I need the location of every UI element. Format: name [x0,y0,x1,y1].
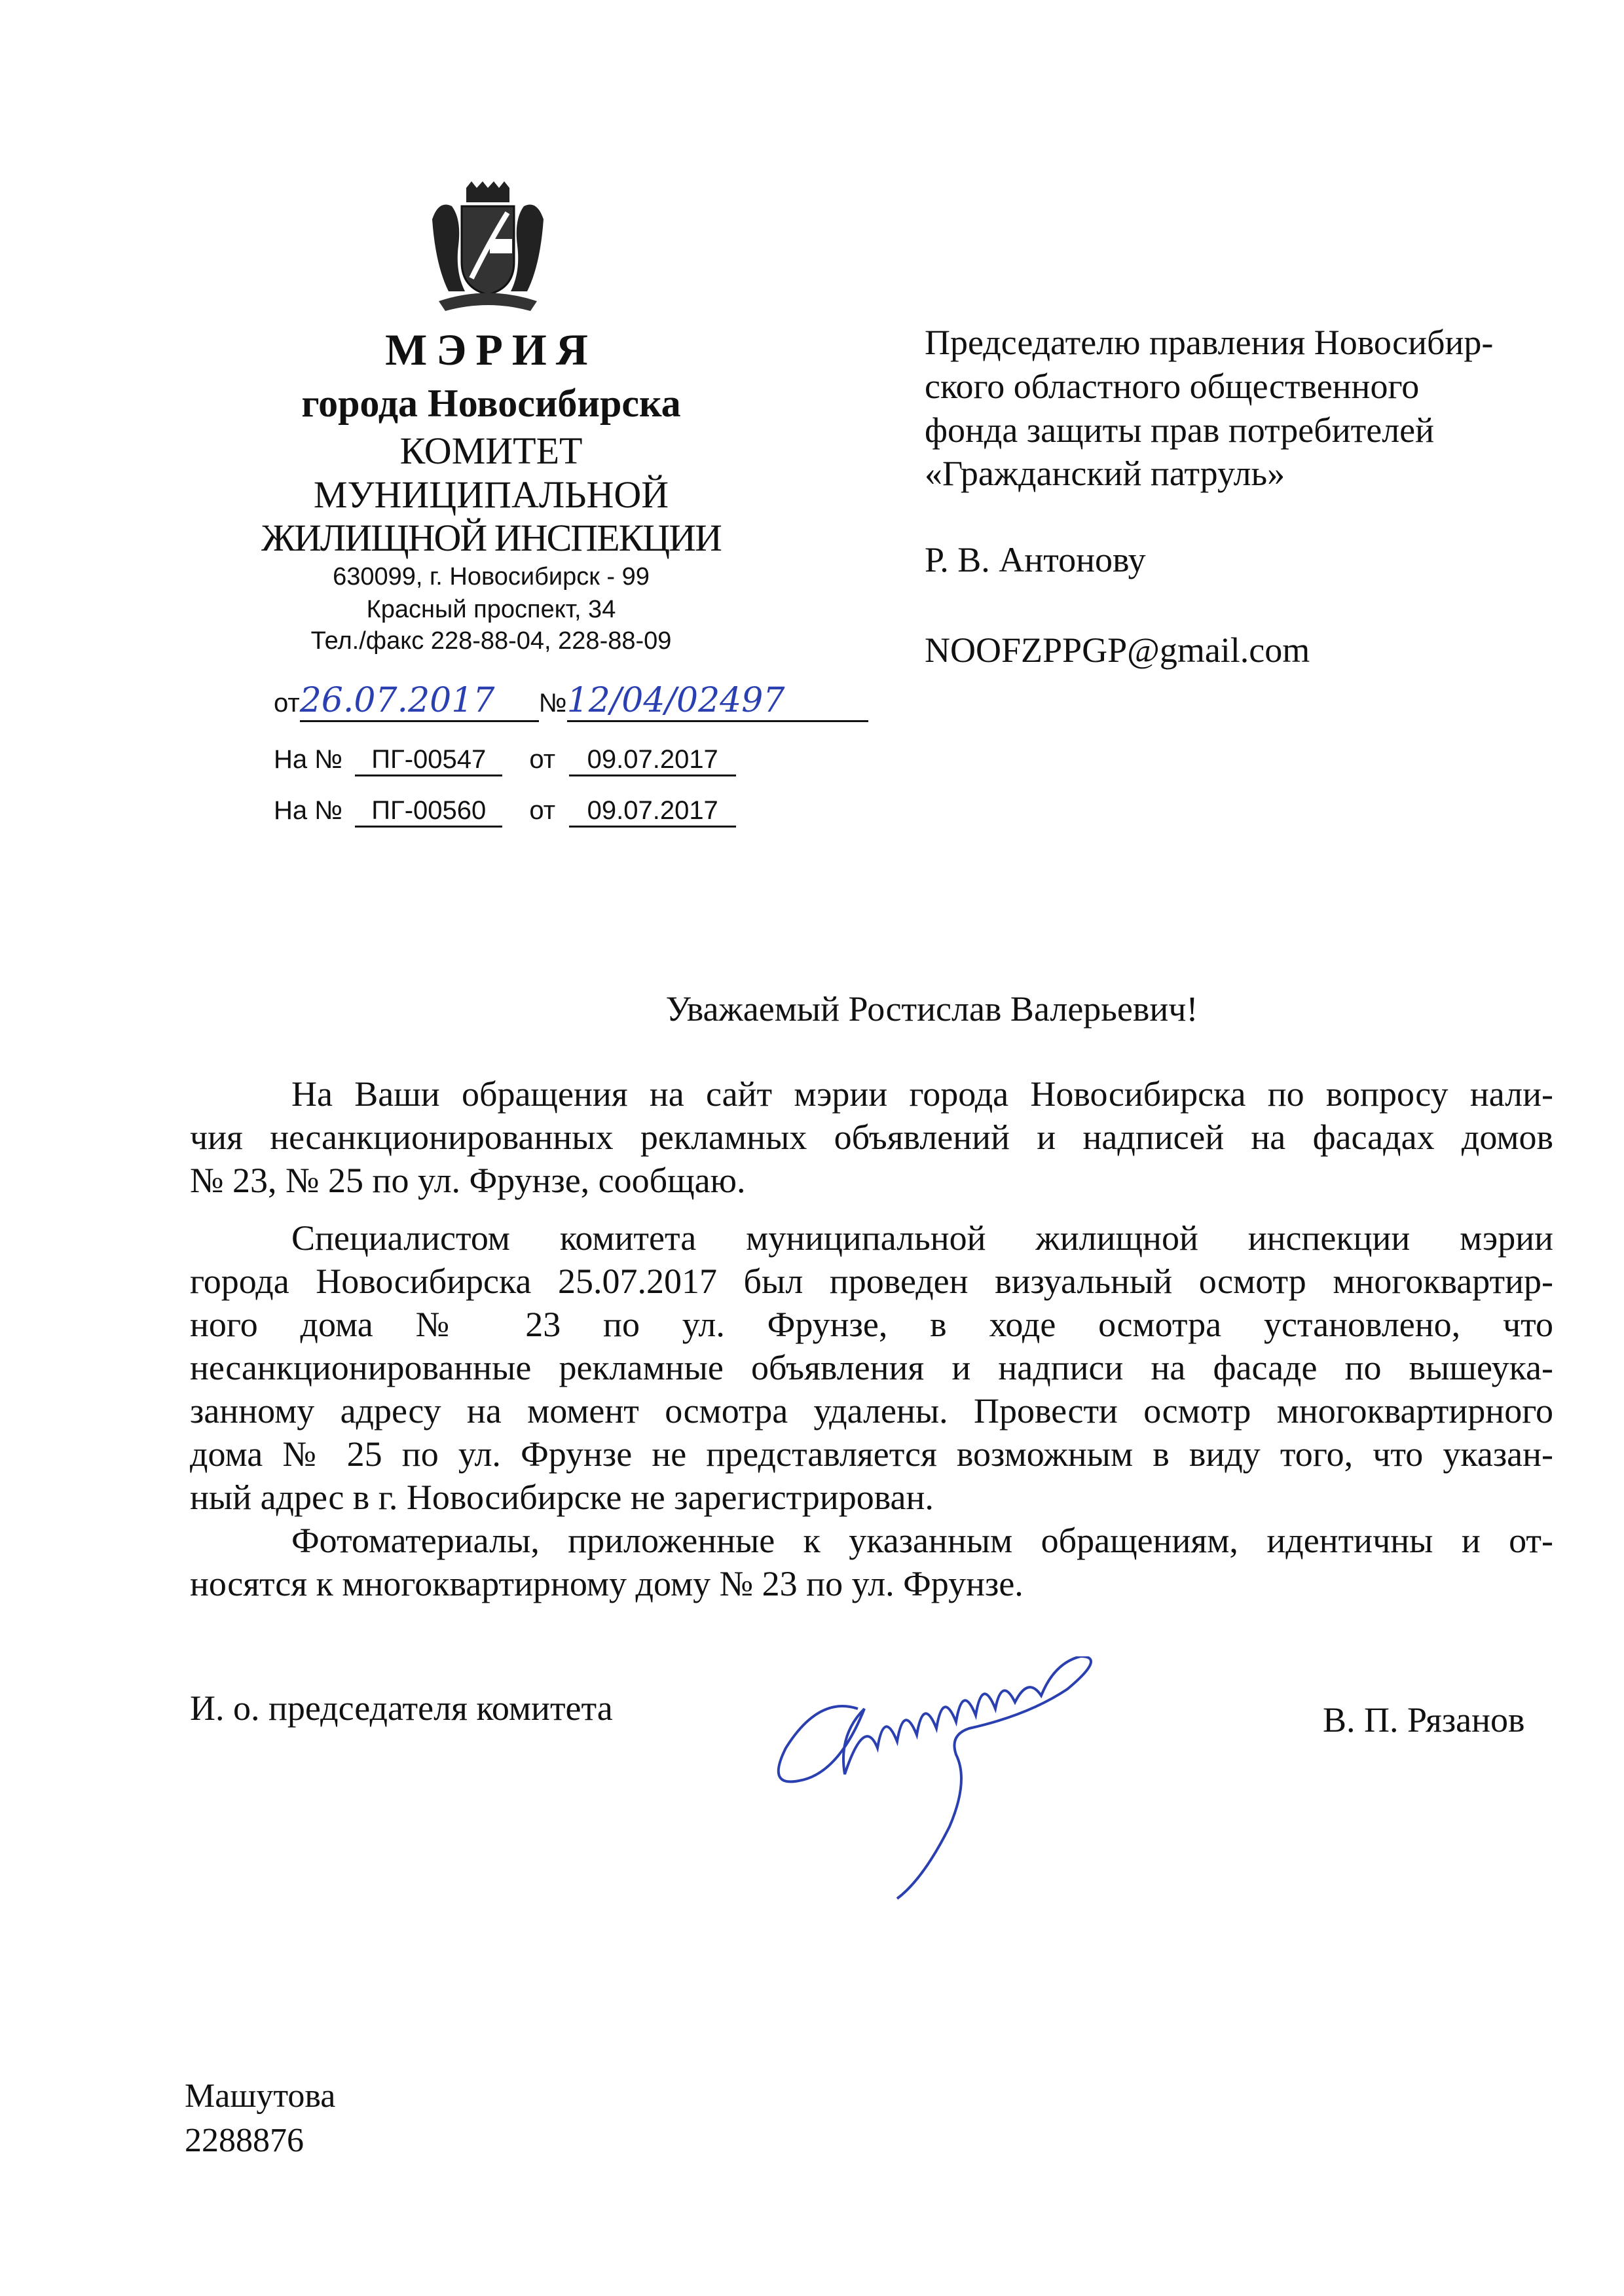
dept-line-2: МУНИЦИПАЛЬНОЙ [313,473,669,516]
outgoing-ref [274,681,868,722]
org-city: города Новосибирска [301,382,681,425]
reply-number: ПГ-00547 [355,745,502,776]
address-line-1: 630099, г. Новосибирск - 99 [333,563,650,591]
body-line: ного дома № 23 по ул. Фрунзе, в ходе осмотра установлено, что [190,1305,1553,1344]
org-title: МЭРИЯ [385,325,597,374]
recipient-email: NOOFZPPGP@gmail.com [925,630,1310,670]
signatory-name: В. П. Рязанов [1323,1700,1525,1740]
dept-line-3: ЖИЛИЩНОЙ ИНСПЕКЦИИ [261,517,721,559]
recipient-line: Председателю правления Новосибир- [925,323,1494,362]
coat-of-arms-icon [419,180,557,318]
greeting: Уважаемый Ростислав Валерьевич! [665,989,1198,1029]
reply-from-label: от [529,796,556,825]
body-line: Фотоматериалы, приложенные к указанным обращениям, идентичны и от- [291,1521,1553,1560]
body-line: несанкционированные рекламные объявления и надписи на фасаде по вышеука- [190,1348,1553,1387]
number-label: № [538,689,567,718]
recipient-line: «Гражданский патруль» [925,454,1285,493]
phone-line: Тел./факс 228-88-04, 228-88-09 [310,627,672,655]
executor-phone: 2288876 [185,2122,304,2159]
reply-prefix: На № [274,796,343,825]
body-line: города Новосибирска 25.07.2017 был проведен визуальный осмотр многоквартир- [190,1262,1553,1301]
reply-date: 09.07.2017 [569,796,736,828]
reply-prefix: На № [274,745,343,774]
reply-ref-2 [274,796,736,828]
body-line: № 23, № 25 по ул. Фрунзе, сообщаю. [190,1161,746,1200]
dept-line-1: КОМИТЕТ [399,429,583,472]
signatory-position: И. о. председателя комитета [190,1688,613,1728]
reply-ref-1 [274,745,736,776]
recipient-line: ского областного общественного [925,367,1420,406]
body-line: ный адрес в г. Новосибирске не зарегистрирован. [190,1478,934,1517]
address-line-2: Красный проспект, 34 [366,596,616,623]
reply-from-label: от [529,745,556,774]
from-label: от [274,689,300,718]
body-line: На Ваши обращения на сайт мэрии города Новосибирска по вопросу нали- [291,1074,1553,1114]
reply-number: ПГ-00560 [355,796,502,828]
body-line: носятся к многоквартирному дому № 23 по ул. Фрунзе. [190,1564,1024,1603]
outgoing-number: 12/04/02497 [567,681,868,722]
recipient-line: фонда защиты прав потребителей [925,410,1435,450]
body-line: занному адресу на момент осмотра удалены. Провести осмотр многоквартирного [190,1391,1553,1430]
body-line: Специалистом комитета муниципальной жилищной инспекции мэрии [291,1218,1553,1258]
recipient-name: Р. В. Антонову [925,540,1146,579]
body-line: дома № 25 по ул. Фрунзе не представляется возможным в виду того, что указан- [190,1434,1553,1474]
handwritten-signature [766,1656,1205,1931]
executor-name: Машутова [185,2077,336,2115]
outgoing-date: 26.07.2017 [300,681,539,722]
reply-date: 09.07.2017 [569,745,736,776]
body-line: чия несанкционированных рекламных объявлений и надписей на фасадах домов [190,1118,1553,1157]
